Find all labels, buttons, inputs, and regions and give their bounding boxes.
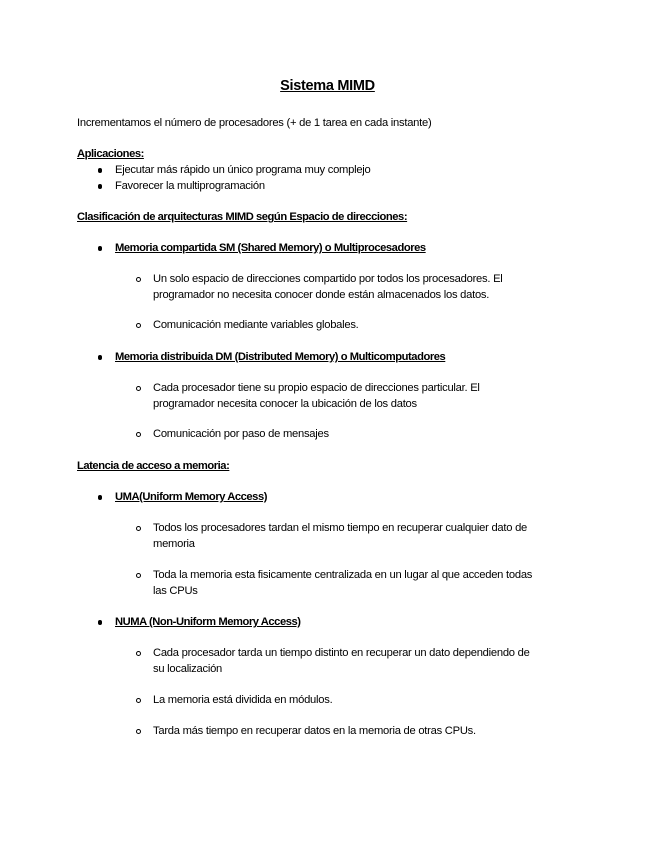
circle-bullet-icon (136, 526, 141, 531)
bullet-icon (98, 184, 103, 189)
uma-memoria-centralizada-cont: las CPUs (153, 585, 198, 597)
memoria-distribuida-comunicacion: Comunicación por paso de mensajes (153, 428, 329, 440)
memoria-compartida-detail-cont: programador no necesita conocer donde están almacenados los datos. (153, 289, 490, 301)
aplicaciones-item: Ejecutar más rápido un único programa muy complejo (115, 164, 371, 176)
numa-detail: Cada procesador tarda un tiempo distinto en recuperar un dato dependiendo de (153, 647, 530, 659)
page-title: Sistema MIMD (280, 78, 375, 94)
intro-text: Incrementamos el número de procesadores (+ de 1 tarea en cada instante) (77, 117, 432, 129)
bullet-icon (98, 246, 103, 251)
uma-detail-cont: memoria (153, 538, 195, 550)
circle-bullet-icon (136, 277, 141, 282)
bullet-icon (98, 495, 103, 500)
circle-bullet-icon (136, 573, 141, 578)
uma-detail: Todos los procesadores tardan el mismo tiempo en recuperar cualquier dato de (153, 522, 528, 534)
memoria-compartida-label: Memoria compartida SM (Shared Memory) o Multiprocesadores (115, 242, 426, 254)
aplicaciones-item: Favorecer la multiprogramación (115, 180, 265, 192)
uma-label: UMA(Uniform Memory Access) (115, 491, 267, 503)
circle-bullet-icon (136, 432, 141, 437)
bullet-icon (98, 620, 103, 625)
circle-bullet-icon (136, 651, 141, 656)
aplicaciones-heading: Aplicaciones: (77, 148, 144, 160)
uma-memoria-centralizada: Toda la memoria esta fisicamente centralizada en un lugar al que acceden todas (153, 569, 533, 581)
numa-label: NUMA (Non-Uniform Memory Access) (115, 616, 301, 628)
memoria-compartida-comunicacion: Comunicación mediante variables globales. (153, 319, 359, 331)
circle-bullet-icon (136, 386, 141, 391)
circle-bullet-icon (136, 323, 141, 328)
memoria-distribuida-detail: Cada procesador tiene su propio espacio de direcciones particular. El (153, 382, 480, 394)
bullet-icon (98, 355, 103, 360)
bullet-icon (98, 168, 103, 173)
numa-detail-cont: su localización (153, 663, 223, 675)
memoria-compartida-detail: Un solo espacio de direcciones compartido por todos los procesadores. El (153, 273, 503, 285)
circle-bullet-icon (136, 729, 141, 734)
memoria-distribuida-detail-cont: programador necesita conocer la ubicación de los datos (153, 398, 417, 410)
circle-bullet-icon (136, 698, 141, 703)
clasificacion-heading: Clasificación de arquitecturas MIMD según Espacio de direcciones: (77, 211, 408, 223)
latencia-heading: Latencia de acceso a memoria: (77, 460, 230, 472)
numa-modulos: La memoria está dividida en módulos. (153, 694, 333, 706)
numa-otras-cpus: Tarda más tiempo en recuperar datos en la memoria de otras CPUs. (153, 725, 476, 737)
memoria-distribuida-label: Memoria distribuida DM (Distributed Memory) o Multicomputadores (115, 351, 446, 363)
